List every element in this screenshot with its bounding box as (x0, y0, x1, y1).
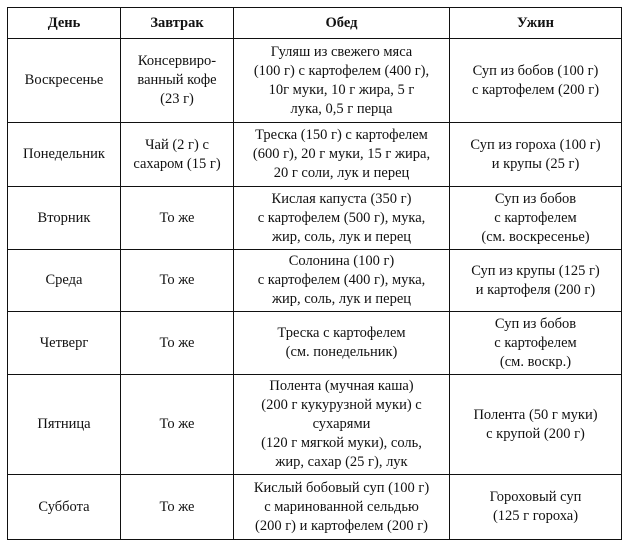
breakfast-cell: Консервиро- ванный кофе (23 г) (121, 39, 234, 123)
weekly-menu-table (7, 7, 622, 540)
lunch-cell: Полента (мучная каша) (200 г кукурузной муки) с сухарями (120 г мягкой муки), соль, жир, сахар (25 г), лук (234, 375, 450, 475)
dinner-cell: Суп из гороха (100 г) и крупы (25 г) (450, 123, 622, 187)
dinner-cell: Суп из крупы (125 г) и картофеля (200 г) (450, 250, 622, 312)
day-cell: Понедельник (8, 123, 121, 187)
day-cell: Вторник (8, 187, 121, 250)
lunch-cell: Солонина (100 г) с картофелем (400 г), мука, жир, соль, лук и перец (234, 250, 450, 312)
day-cell: Четверг (8, 312, 121, 375)
header-breakfast: Завтрак (121, 8, 234, 39)
lunch-cell: Кислый бобовый суп (100 г) с маринованной сельдью (200 г) и картофелем (200 г) (234, 475, 450, 540)
header-row (8, 8, 622, 39)
lunch-cell: Треска с картофелем (см. понедельник) (234, 312, 450, 375)
lunch-cell: Треска (150 г) с картофелем (600 г), 20 г муки, 15 г жира, 20 г соли, лук и перец (234, 123, 450, 187)
dinner-cell: Суп из бобов (100 г) с картофелем (200 г) (450, 39, 622, 123)
table-row (8, 123, 622, 187)
header-dinner: Ужин (450, 8, 622, 39)
breakfast-cell: То же (121, 375, 234, 475)
day-cell: Пятница (8, 375, 121, 475)
breakfast-cell: То же (121, 250, 234, 312)
breakfast-cell: То же (121, 187, 234, 250)
header-lunch: Обед (234, 8, 450, 39)
lunch-cell: Гуляш из свежего мяса (100 г) с картофелем (400 г), 10г муки, 10 г жира, 5 г лука, 0,5 г перца (234, 39, 450, 123)
day-cell: Воскресенье (8, 39, 121, 123)
table-row (8, 375, 622, 475)
breakfast-cell: То же (121, 475, 234, 540)
breakfast-cell: То же (121, 312, 234, 375)
table-row (8, 250, 622, 312)
dinner-cell: Гороховый суп (125 г гороха) (450, 475, 622, 540)
table-row (8, 475, 622, 540)
lunch-cell: Кислая капуста (350 г) с картофелем (500 г), мука, жир, соль, лук и перец (234, 187, 450, 250)
dinner-cell: Полента (50 г муки) с крупой (200 г) (450, 375, 622, 475)
day-cell: Суббота (8, 475, 121, 540)
dinner-cell: Суп из бобов с картофелем (см. воскр.) (450, 312, 622, 375)
day-cell: Среда (8, 250, 121, 312)
header-day: День (8, 8, 121, 39)
breakfast-cell: Чай (2 г) с сахаром (15 г) (121, 123, 234, 187)
table-row (8, 312, 622, 375)
dinner-cell: Суп из бобов с картофелем (см. воскресенье) (450, 187, 622, 250)
table-row (8, 187, 622, 250)
table-row (8, 39, 622, 123)
